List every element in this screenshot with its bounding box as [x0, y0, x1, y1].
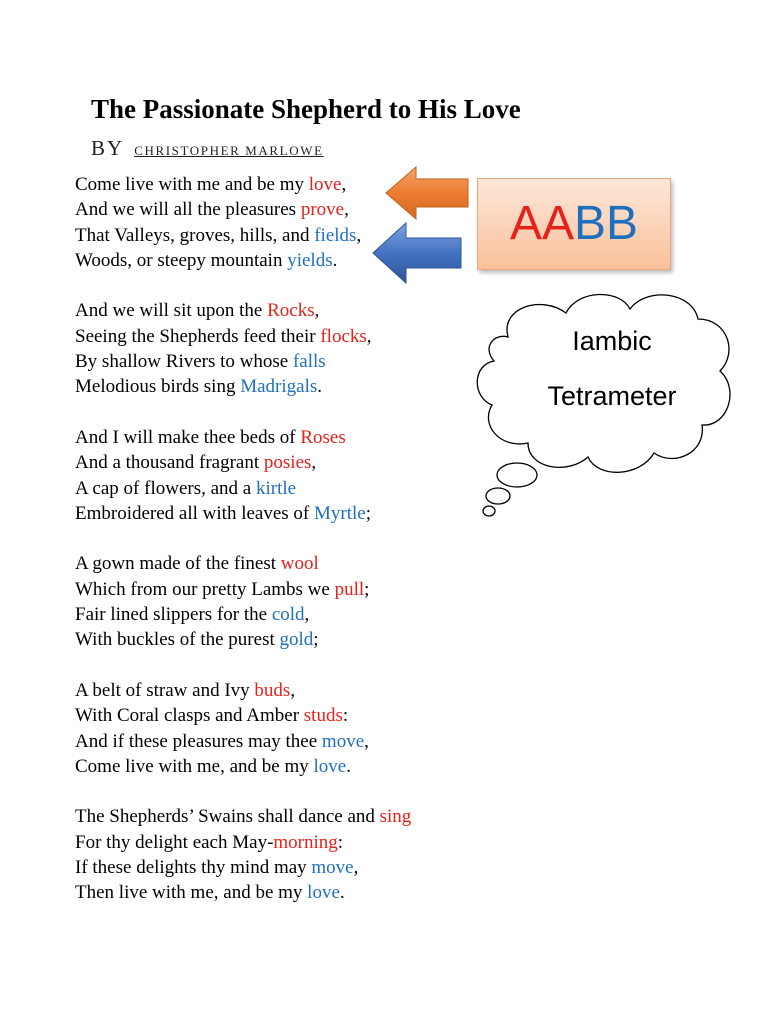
- line-text: With buckles of the purest: [75, 629, 280, 651]
- line-punctuation: ,: [290, 679, 296, 701]
- line-text: And we will sit upon the: [75, 300, 268, 322]
- rhyme-scheme-bb: BB: [574, 197, 639, 250]
- rhyme-word: studs: [303, 705, 343, 727]
- rhyme-word: sing: [379, 806, 412, 828]
- poem-line: [75, 197, 411, 222]
- poem-line: [75, 703, 411, 728]
- poem-line: [75, 855, 411, 880]
- stanza-gap: [75, 273, 411, 298]
- poem-line: [75, 450, 411, 475]
- line-punctuation: .: [346, 755, 351, 777]
- poem-line: [75, 248, 411, 273]
- line-text: By shallow Rivers to whose: [75, 351, 293, 373]
- rhyme-word: cold: [271, 604, 305, 626]
- line-punctuation: ;: [364, 578, 370, 600]
- author-name: CHRISTOPHER MARLOWE: [134, 143, 324, 158]
- line-text: Woods, or steepy mountain: [75, 249, 288, 271]
- line-text: For thy delight each May-: [75, 831, 274, 853]
- poem-line: [75, 298, 411, 323]
- line-punctuation: :: [337, 831, 344, 853]
- rhyme-scheme-aa: AA: [509, 197, 574, 250]
- rhyme-word: move: [321, 730, 365, 752]
- line-text: Seeing the Shepherds feed their: [75, 325, 321, 347]
- rhyme-word: fields: [314, 224, 357, 246]
- line-text: And we will all the pleasures: [75, 199, 301, 221]
- poem-line: [75, 551, 411, 576]
- meter-label-tetrameter: Tetrameter: [547, 381, 677, 411]
- line-text: Then live with me, and be my: [75, 882, 308, 904]
- rhyme-word: Rocks: [267, 300, 315, 322]
- left-arrow-icon: [372, 222, 462, 284]
- rhyme-word: love: [307, 882, 340, 904]
- line-text: A belt of straw and Ivy: [75, 679, 255, 701]
- line-text: Come live with me and be my: [75, 174, 309, 195]
- line-punctuation: .: [317, 376, 322, 398]
- stanza-gap: [75, 526, 411, 551]
- poem-line: [75, 223, 411, 248]
- stanza-gap: [75, 779, 411, 804]
- poem-line: [75, 476, 411, 501]
- poem-line: [75, 501, 411, 526]
- rhyme-word: buds: [254, 679, 291, 701]
- stanza-gap: [75, 400, 411, 425]
- line-punctuation: ,: [341, 174, 347, 195]
- line-text: With Coral clasps and Amber: [75, 705, 304, 727]
- byline: [91, 136, 324, 161]
- rhyme-scheme-box: [477, 178, 671, 270]
- rhyme-word: morning: [273, 831, 338, 853]
- line-punctuation: ,: [353, 857, 359, 879]
- line-punctuation: ,: [344, 199, 349, 221]
- left-arrow-icon: [385, 166, 469, 220]
- rhyme-word: move: [311, 857, 354, 879]
- rhyme-word: love: [313, 755, 347, 777]
- poem-line: [75, 602, 411, 627]
- rhyme-word: falls: [292, 351, 326, 373]
- line-text: A gown made of the finest: [75, 553, 281, 575]
- line-punctuation: :: [342, 705, 349, 727]
- poem-line: [75, 349, 411, 374]
- rhyme-word: flocks: [320, 325, 367, 347]
- rhyme-word: yields: [287, 249, 333, 271]
- rhyme-word: love: [308, 174, 342, 195]
- line-punctuation: ;: [313, 629, 319, 651]
- meter-label-iambic: Iambic: [572, 326, 652, 356]
- line-punctuation: .: [339, 882, 345, 904]
- line-punctuation: ,: [364, 730, 369, 752]
- rhyme-word: Madrigals: [240, 376, 318, 398]
- line-text: Come live with me, and be my: [75, 755, 314, 777]
- line-text: Melodious birds sing: [75, 376, 241, 398]
- rhyme-word: Myrtle: [314, 502, 366, 524]
- line-text: And a thousand fragrant: [75, 452, 264, 474]
- poem-line: [75, 729, 411, 754]
- rhyme-word: kirtle: [255, 477, 297, 499]
- line-text: The Shepherds’ Swains shall dance and: [75, 806, 380, 828]
- line-punctuation: ,: [314, 300, 320, 322]
- line-punctuation: ,: [311, 452, 317, 474]
- poem-line: [75, 374, 411, 399]
- poem-line: [75, 627, 411, 652]
- line-punctuation: ,: [356, 224, 362, 246]
- poem-line: [75, 425, 411, 450]
- line-punctuation: ,: [366, 325, 372, 347]
- poem-line: [75, 324, 411, 349]
- poem-line: [75, 804, 411, 829]
- rhyme-word: wool: [280, 553, 319, 575]
- poem-title: The Passionate Shepherd to His Love: [91, 94, 521, 124]
- line-text: If these delights thy mind may: [75, 857, 312, 879]
- poem-line: [75, 678, 411, 703]
- poem-line: [75, 577, 411, 602]
- line-punctuation: ;: [365, 502, 372, 524]
- poem-body: [75, 172, 411, 906]
- line-punctuation: ,: [304, 604, 310, 626]
- line-text: And if these pleasures may thee: [75, 730, 322, 752]
- poem-line: [75, 172, 411, 197]
- poem-line: [75, 754, 411, 779]
- rhyme-word: prove: [300, 199, 345, 221]
- stanza-gap: [75, 653, 411, 678]
- rhyme-word: gold: [279, 629, 314, 651]
- by-label: BY: [91, 136, 125, 160]
- rhyme-word: Roses: [300, 426, 346, 448]
- line-text: Embroidered all with leaves of: [75, 502, 315, 524]
- line-text: A cap of flowers, and a: [75, 477, 256, 499]
- line-text: Fair lined slippers for the: [75, 604, 272, 626]
- line-text: And I will make thee beds of: [75, 426, 301, 448]
- rhyme-word: posies: [263, 452, 312, 474]
- poem-line: [75, 830, 411, 855]
- line-text: That Valleys, groves, hills, and: [75, 224, 315, 246]
- line-punctuation: .: [332, 249, 338, 271]
- line-text: Which from our pretty Lambs we: [75, 578, 335, 600]
- poem-line: [75, 880, 411, 905]
- rhyme-word: pull: [334, 578, 365, 600]
